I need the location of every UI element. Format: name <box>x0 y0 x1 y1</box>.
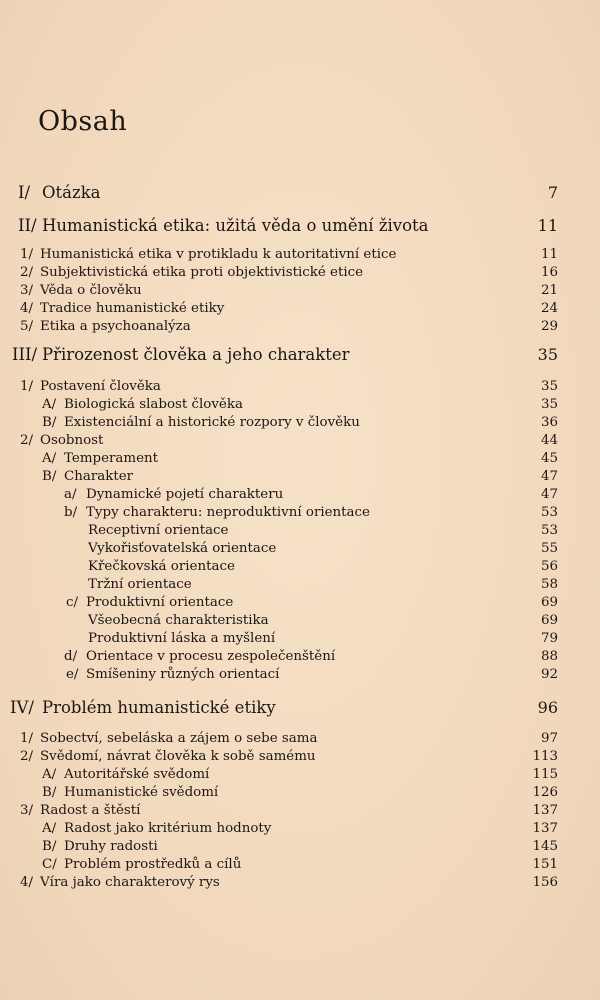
entry-page: 35 <box>540 379 558 394</box>
toc-entry <box>0 747 600 767</box>
toc-entry <box>0 377 600 397</box>
entry-number: A/ <box>42 767 57 782</box>
entry-title: Orientace v procesu zespolečenštění <box>86 649 336 664</box>
entry-title: Humanistická etika: užitá věda o umění života <box>42 216 429 235</box>
entry-page: 137 <box>532 821 558 836</box>
toc-entry <box>0 449 600 469</box>
toc-entry <box>0 819 600 839</box>
entry-page: 47 <box>540 469 558 484</box>
entry-number: 5/ <box>20 319 34 334</box>
entry-title: Přirozenost člověka a jeho charakter <box>42 345 350 364</box>
entry-page: 24 <box>540 301 558 316</box>
entry-page: 55 <box>540 541 558 556</box>
entry-title: Etika a psychoanalýza <box>40 319 191 334</box>
entry-number: 1/ <box>20 247 34 262</box>
entry-page: 56 <box>540 559 558 574</box>
toc-entry <box>0 665 600 685</box>
toc-entry <box>0 557 600 577</box>
entry-page: 156 <box>532 875 558 890</box>
entry-page: 137 <box>532 803 558 818</box>
entry-title: Humanistická etika v protikladu k autoritativní etice <box>40 247 397 262</box>
entry-number: b/ <box>64 505 78 520</box>
entry-page: 29 <box>540 319 558 334</box>
entry-title: Receptivní orientace <box>88 523 229 538</box>
entry-number: c/ <box>66 595 79 610</box>
entry-page: 35 <box>540 397 558 412</box>
entry-title: Vykořisťovatelská orientace <box>88 541 277 556</box>
entry-number: 2/ <box>20 749 34 764</box>
entry-page: 21 <box>540 283 558 298</box>
entry-number: d/ <box>64 649 78 664</box>
toc-entry <box>0 413 600 433</box>
entry-number: 4/ <box>20 301 34 316</box>
toc-entry <box>0 837 600 857</box>
entry-page: 126 <box>532 785 558 800</box>
toc-entry <box>0 873 600 893</box>
entry-title: Problém prostředků a cílů <box>64 857 242 872</box>
entry-title: Typy charakteru: neproduktivní orientace <box>86 505 370 520</box>
toc-entry <box>0 539 600 559</box>
entry-page: 97 <box>540 731 558 746</box>
entry-page: 96 <box>537 698 558 717</box>
toc-entry <box>0 521 600 541</box>
entry-title: Tradice humanistické etiky <box>40 301 225 316</box>
toc-entry <box>0 503 600 523</box>
entry-number: a/ <box>64 487 77 502</box>
toc-entry <box>0 281 600 301</box>
entry-page: 44 <box>540 433 558 448</box>
entry-page: 36 <box>540 415 558 430</box>
entry-page: 45 <box>540 451 558 466</box>
entry-title: Všeobecná charakteristika <box>88 613 269 628</box>
entry-number: A/ <box>42 397 57 412</box>
entry-page: 7 <box>547 183 558 202</box>
toc-chapter <box>0 695 600 721</box>
entry-title: Produktivní orientace <box>86 595 234 610</box>
entry-page: 151 <box>532 857 558 872</box>
toc-entry <box>0 299 600 319</box>
toc-entry <box>0 729 600 749</box>
toc-entry <box>0 485 600 505</box>
toc-entry <box>0 611 600 631</box>
entry-title: Charakter <box>64 469 134 484</box>
toc-entry <box>0 467 600 487</box>
toc-entry <box>0 395 600 415</box>
entry-number: 3/ <box>20 283 34 298</box>
entry-number: 2/ <box>20 433 34 448</box>
entry-number: C/ <box>42 857 57 872</box>
entry-title: Svědomí, návrat člověka k sobě samému <box>40 749 316 764</box>
entry-page: 11 <box>540 247 558 262</box>
entry-title: Radost a štěstí <box>40 803 141 818</box>
entry-page: 69 <box>540 613 558 628</box>
entry-page: 53 <box>540 505 558 520</box>
entry-number: 3/ <box>20 803 34 818</box>
entry-number: 1/ <box>20 379 34 394</box>
entry-number: II/ <box>18 216 37 235</box>
entry-title: Dynamické pojetí charakteru <box>86 487 284 502</box>
entry-number: III/ <box>12 345 38 364</box>
entry-title: Víra jako charakterový rys <box>40 875 220 890</box>
toc-entry <box>0 593 600 613</box>
entry-title: Humanistické svědomí <box>64 785 219 800</box>
entry-number: I/ <box>18 183 31 202</box>
entry-title: Biologická slabost člověka <box>64 397 243 412</box>
entry-title: Existenciální a historické rozpory v člověku <box>64 415 360 430</box>
entry-title: Subjektivistická etika proti objektivistické etice <box>40 265 364 280</box>
entry-page: 92 <box>540 667 558 682</box>
entry-page: 145 <box>532 839 558 854</box>
entry-title: Radost jako kritérium hodnoty <box>64 821 272 836</box>
toc-entry <box>0 801 600 821</box>
toc-entry <box>0 783 600 803</box>
entry-page: 115 <box>532 767 558 782</box>
entry-page: 11 <box>537 216 558 235</box>
toc-entry <box>0 765 600 785</box>
entry-number: A/ <box>42 451 57 466</box>
entry-page: 16 <box>540 265 558 280</box>
entry-title: Smíšeniny různých orientací <box>86 667 280 682</box>
entry-page: 88 <box>540 649 558 664</box>
entry-title: Otázka <box>42 183 101 202</box>
toc-chapter <box>0 213 600 239</box>
toc-chapter <box>0 180 600 206</box>
toc-entry <box>0 575 600 595</box>
toc-entry <box>0 629 600 649</box>
entry-page: 79 <box>540 631 558 646</box>
entry-number: B/ <box>42 415 57 430</box>
toc-entry <box>0 431 600 451</box>
toc-entry <box>0 245 600 265</box>
entry-title: Křečkovská orientace <box>88 559 235 574</box>
toc-entry <box>0 647 600 667</box>
entry-title: Tržní orientace <box>88 577 192 592</box>
toc-entry <box>0 263 600 283</box>
toc-entry <box>0 855 600 875</box>
entry-title: Osobnost <box>40 433 104 448</box>
entry-number: 2/ <box>20 265 34 280</box>
entry-page: 58 <box>540 577 558 592</box>
entry-title: Postavení člověka <box>40 379 161 394</box>
entry-page: 69 <box>540 595 558 610</box>
entry-title: Autoritářské svědomí <box>64 767 210 782</box>
entry-number: e/ <box>66 667 79 682</box>
entry-number: B/ <box>42 469 57 484</box>
entry-title: Věda o člověku <box>40 283 142 298</box>
entry-number: B/ <box>42 839 57 854</box>
entry-number: A/ <box>42 821 57 836</box>
entry-title: Produktivní láska a myšlení <box>88 631 276 646</box>
entry-title: Sobectví, sebeláska a zájem o sebe sama <box>40 731 318 746</box>
entry-title: Temperament <box>64 451 159 466</box>
entry-page: 35 <box>537 345 558 364</box>
page-title: Obsah <box>38 106 128 138</box>
entry-title: Problém humanistické etiky <box>42 698 276 717</box>
entry-number: B/ <box>42 785 57 800</box>
toc-entry <box>0 317 600 337</box>
entry-title: Druhy radosti <box>64 839 158 854</box>
entry-page: 47 <box>540 487 558 502</box>
entry-page: 53 <box>540 523 558 538</box>
entry-number: 4/ <box>20 875 34 890</box>
toc-chapter <box>0 342 600 368</box>
entry-number: IV/ <box>10 698 34 717</box>
entry-page: 113 <box>532 749 558 764</box>
entry-number: 1/ <box>20 731 34 746</box>
